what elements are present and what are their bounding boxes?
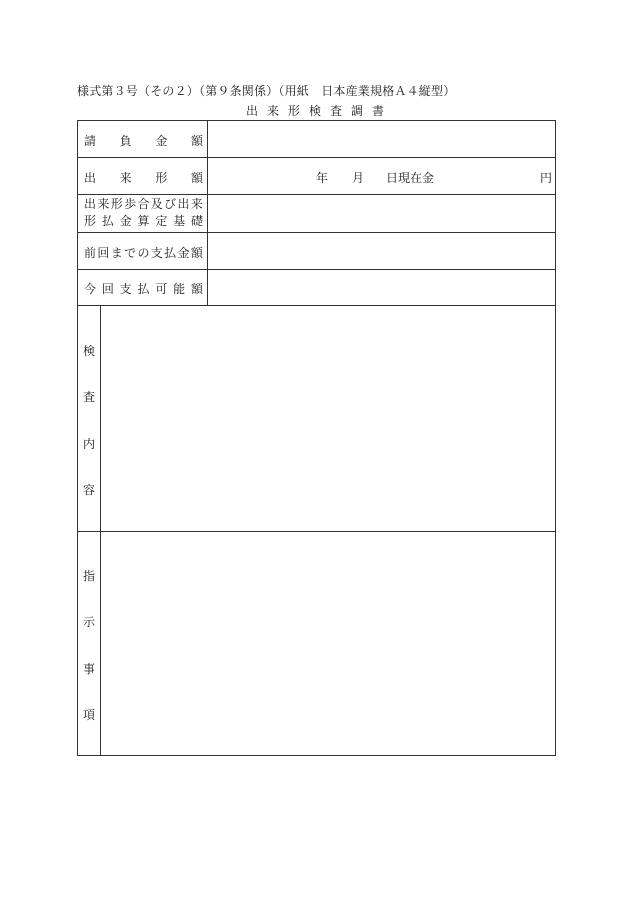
- payable-now-label: [84, 280, 203, 297]
- label-line-2: [84, 213, 203, 230]
- label-char: 査: [82, 390, 95, 404]
- section-label-divider: [100, 305, 101, 756]
- as-of-label: 日現在金: [386, 171, 435, 185]
- label-char: 示: [82, 615, 95, 629]
- completed-amount-label: [84, 169, 203, 186]
- label-char: 合: [137, 197, 150, 211]
- label-char: 形: [84, 214, 97, 228]
- label-char: 歩: [124, 197, 137, 211]
- label-char: 支: [150, 246, 163, 260]
- label-char: 払: [101, 214, 114, 228]
- yen-label: 円: [540, 171, 553, 185]
- inspection-content-area[interactable]: [102, 307, 554, 529]
- label-char: 額: [190, 246, 203, 260]
- label-char: 内: [82, 437, 95, 451]
- label-char: 定: [155, 214, 168, 228]
- label-char: 来: [97, 197, 110, 211]
- label-char: 事: [82, 662, 95, 676]
- month-label: 月: [352, 171, 365, 185]
- label-char: 支: [119, 282, 132, 296]
- label-char: 出: [177, 197, 190, 211]
- label-char: 指: [82, 569, 95, 583]
- label-char: 容: [82, 483, 95, 497]
- label-char: 金: [119, 214, 132, 228]
- label-char: 今: [84, 282, 97, 296]
- label-char: 能: [173, 282, 186, 296]
- payable-now-field[interactable]: [208, 270, 555, 304]
- label-char: 形: [110, 197, 123, 211]
- form-note: 様式第３号（その２）（第９条関係）（用紙 日本産業規格Ａ４縦型）: [77, 84, 456, 98]
- label-char: 礎: [190, 214, 203, 228]
- label-char: 来: [190, 197, 203, 211]
- label-char: 額: [190, 282, 203, 296]
- section-divider: [78, 531, 555, 532]
- completed-amount-field[interactable]: [208, 158, 555, 193]
- row-divider: [78, 305, 555, 306]
- label-char: び: [164, 197, 177, 211]
- inspection-content-label: [78, 305, 100, 531]
- instructions-label: [78, 531, 100, 756]
- label-char: 出: [84, 171, 97, 185]
- previous-paid-label: [84, 244, 203, 261]
- label-char: ま: [110, 246, 123, 260]
- label-char: 及: [150, 197, 163, 211]
- label-char: 回: [97, 246, 110, 260]
- year-label: 年: [316, 171, 329, 185]
- label-char: 額: [190, 134, 203, 148]
- label-char: 項: [82, 708, 95, 722]
- inspection-form-table: [77, 120, 556, 756]
- label-char: 出: [84, 197, 97, 211]
- document-title: 出来形検査調書: [245, 104, 393, 118]
- previous-paid-field[interactable]: [208, 233, 555, 268]
- label-char: 来: [119, 171, 132, 185]
- label-char: 請: [84, 134, 97, 148]
- label-char: 負: [119, 134, 132, 148]
- instructions-area[interactable]: [102, 533, 554, 754]
- label-char: 算: [137, 214, 150, 228]
- label-char: 金: [177, 246, 190, 260]
- label-char: 払: [137, 282, 150, 296]
- calculation-basis-field[interactable]: [208, 195, 555, 231]
- label-char: 払: [164, 246, 177, 260]
- label-char: 回: [101, 282, 114, 296]
- label-char: の: [137, 246, 150, 260]
- contract-amount-field[interactable]: [208, 122, 555, 156]
- contract-amount-label: [84, 132, 203, 149]
- label-char: 検: [82, 344, 95, 358]
- label-char: 可: [155, 282, 168, 296]
- label-char: で: [124, 246, 137, 260]
- calculation-basis-label: [84, 196, 203, 230]
- label-char: 額: [190, 171, 203, 185]
- label-char: 形: [155, 171, 168, 185]
- label-char: 金: [155, 134, 168, 148]
- label-line-1: [84, 196, 203, 213]
- label-char: 前: [84, 246, 97, 260]
- label-char: 基: [173, 214, 186, 228]
